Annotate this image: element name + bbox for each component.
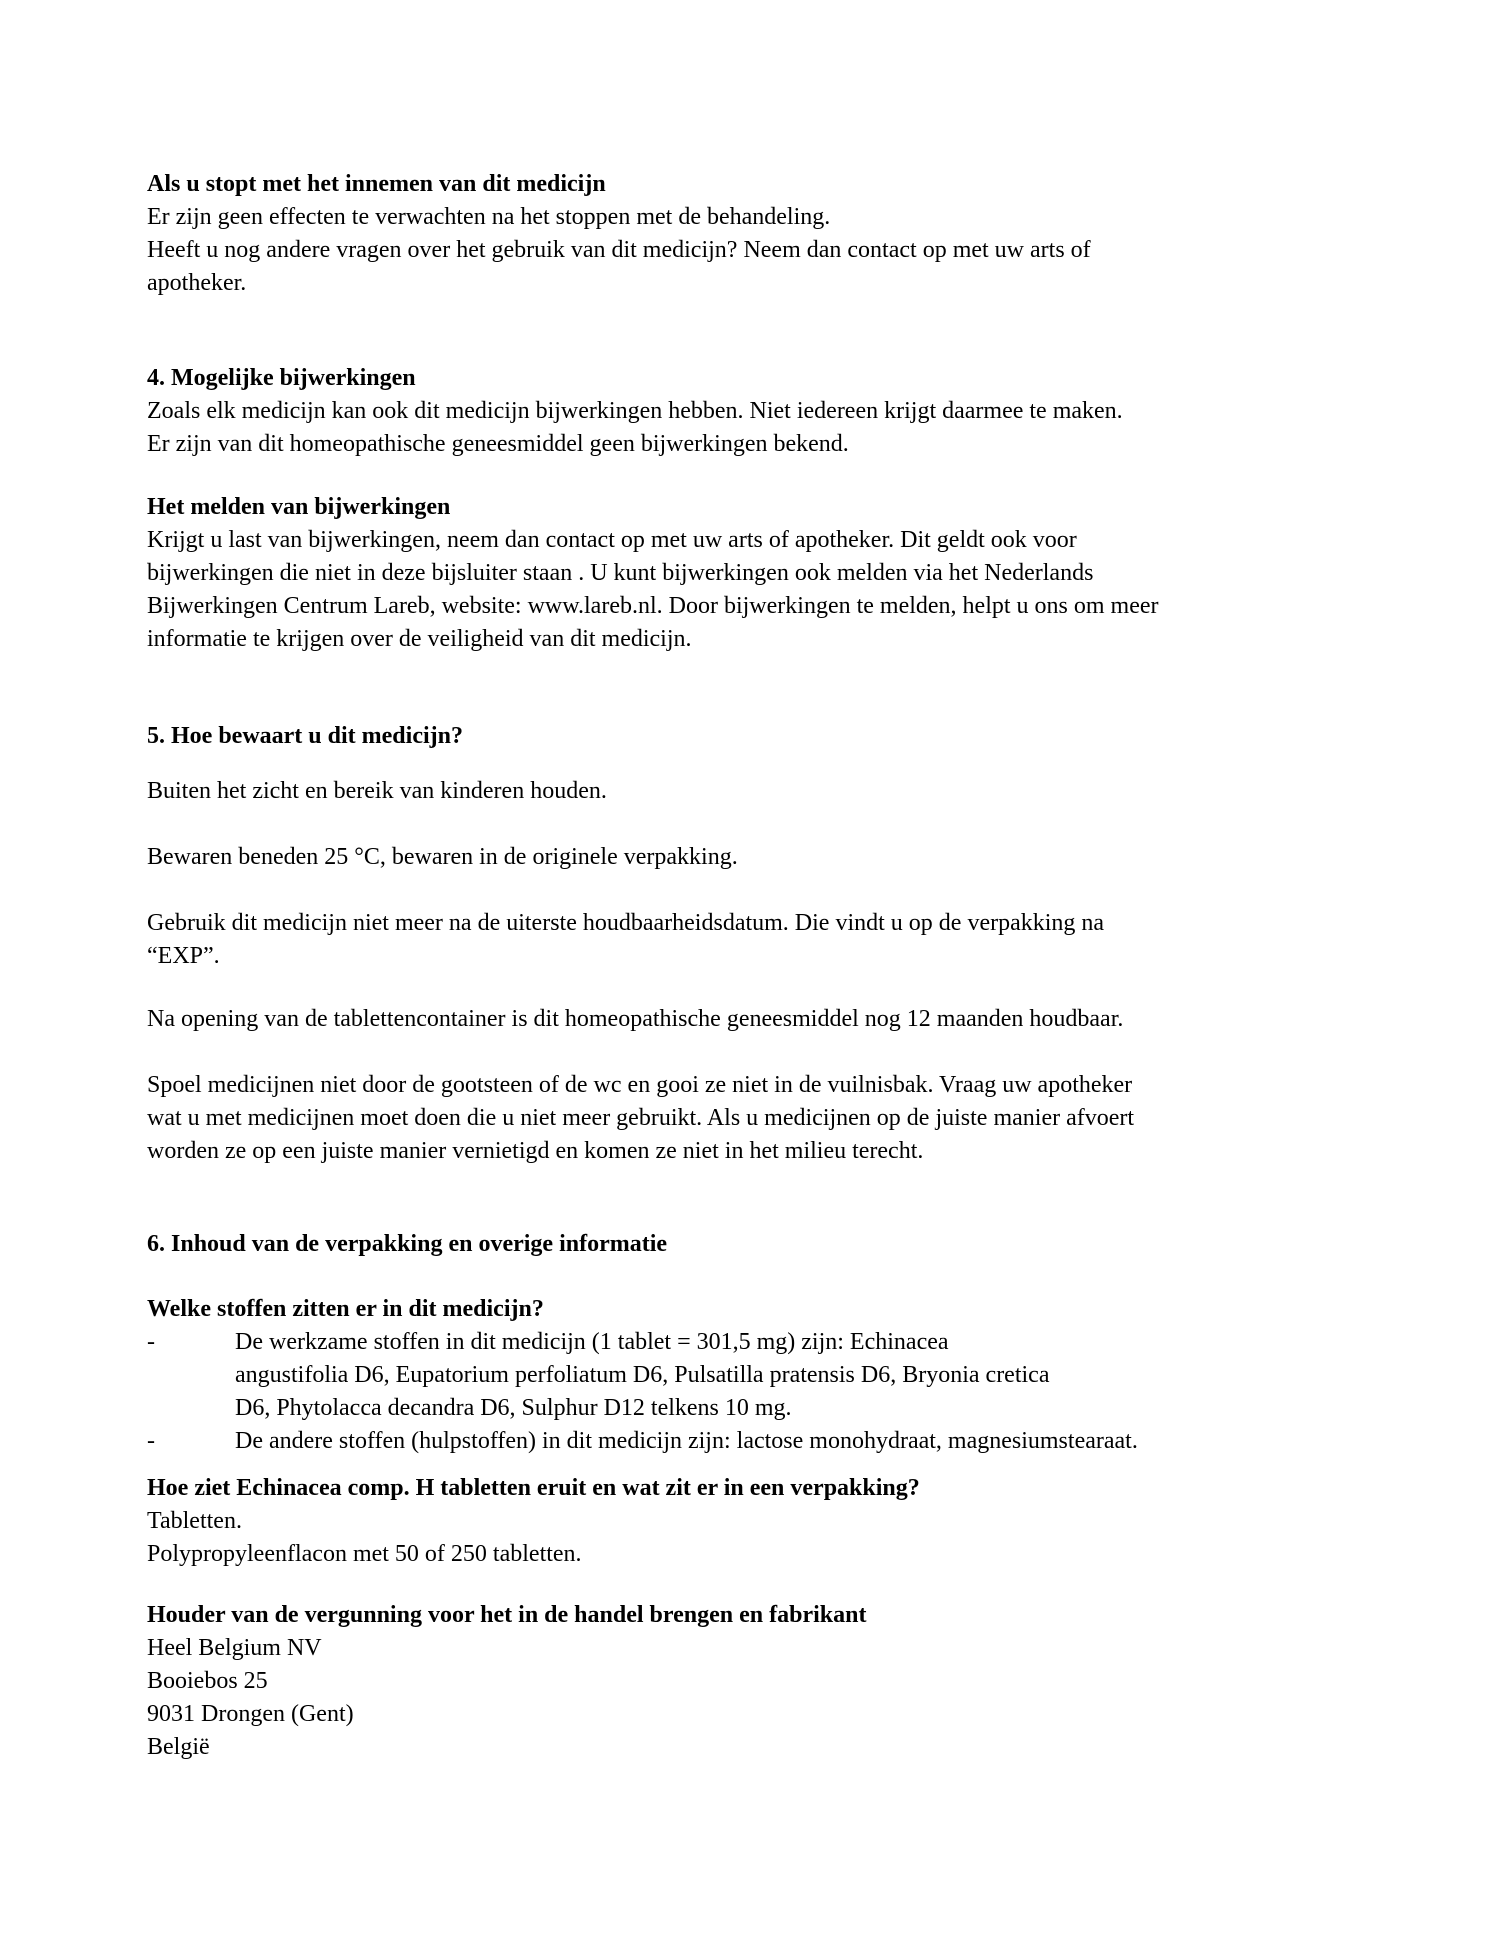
paragraph-line: wat u met medicijnen moet doen die u niet meer gebruikt. Als u medicijnen op de juiste manier afvoert	[147, 1105, 1135, 1131]
license-holder-heading: Houder van de vergunning voor het in de handel brengen en fabrikant	[147, 1602, 867, 1628]
ingredients-heading: Welke stoffen zitten er in dit medicijn?	[147, 1296, 544, 1322]
address-line: België	[147, 1734, 210, 1760]
list-item	[147, 1326, 1434, 1425]
paragraph-line: Er zijn geen effecten te verwachten na het stoppen met de behandeling.	[147, 204, 831, 230]
paragraph-line: “EXP”.	[147, 943, 220, 969]
paragraph-line: Tabletten.	[147, 1508, 242, 1534]
paragraph-line: Bijwerkingen Centrum Lareb, website: www.lareb.nl. Door bijwerkingen te melden, helpt u ons om meer	[147, 593, 1159, 619]
address-line: 9031 Drongen (Gent)	[147, 1701, 354, 1727]
paragraph-line: De werkzame stoffen in dit medicijn (1 tablet = 301,5 mg) zijn: Echinacea	[235, 1329, 949, 1355]
paragraph-line: Heeft u nog andere vragen over het gebruik van dit medicijn? Neem dan contact op met uw arts of	[147, 237, 1091, 263]
paragraph-line: Er zijn van dit homeopathische geneesmiddel geen bijwerkingen bekend.	[147, 431, 849, 457]
paragraph-line: D6, Phytolacca decandra D6, Sulphur D12 telkens 10 mg.	[235, 1395, 792, 1421]
reporting-heading: Het melden van bijwerkingen	[147, 494, 451, 520]
address-line: Booiebos 25	[147, 1668, 268, 1694]
list-item-text	[235, 1326, 1434, 1425]
paragraph-line: Buiten het zicht en bereik van kinderen houden.	[147, 778, 607, 804]
bullet-dash: -	[147, 1329, 155, 1355]
section4-title: 4. Mogelijke bijwerkingen	[147, 365, 416, 391]
stop-section-heading: Als u stopt met het innemen van dit medicijn	[147, 171, 606, 197]
bullet-dash: -	[147, 1428, 155, 1454]
paragraph-line: bijwerkingen die niet in deze bijsluiter staan . U kunt bijwerkingen ook melden via het Nederlands	[147, 560, 1094, 586]
list-item	[147, 1425, 1434, 1458]
section5-title: 5. Hoe bewaart u dit medicijn?	[147, 723, 463, 749]
paragraph-line: worden ze op een juiste manier vernietigd en komen ze niet in het milieu terecht.	[147, 1138, 924, 1164]
appearance-heading: Hoe ziet Echinacea comp. H tabletten eruit en wat zit er in een verpakking?	[147, 1475, 920, 1501]
paragraph-line: Gebruik dit medicijn niet meer na de uiterste houdbaarheidsdatum. Die vindt u op de verpakking na	[147, 910, 1105, 936]
paragraph-line: Krijgt u last van bijwerkingen, neem dan contact op met uw arts of apotheker. Dit geldt ook voor	[147, 527, 1077, 553]
list-item-text	[235, 1425, 1434, 1458]
paragraph-line: Polypropyleenflacon met 50 of 250 tabletten.	[147, 1541, 582, 1567]
paragraph-line: Na opening van de tablettencontainer is dit homeopathische geneesmiddel nog 12 maanden houdbaar.	[147, 1006, 1124, 1032]
paragraph-line: De andere stoffen (hulpstoffen) in dit medicijn zijn: lactose monohydraat, magnesiumstearaat.	[235, 1428, 1138, 1454]
paragraph-line: Bewaren beneden 25 °C, bewaren in de originele verpakking.	[147, 844, 738, 870]
paragraph-line: apotheker.	[147, 270, 247, 296]
paragraph-line: informatie te krijgen over de veiligheid van dit medicijn.	[147, 626, 692, 652]
paragraph-line: angustifolia D6, Eupatorium perfoliatum D6, Pulsatilla pratensis D6, Bryonia cretica	[235, 1362, 1050, 1388]
section6-title: 6. Inhoud van de verpakking en overige informatie	[147, 1231, 668, 1257]
paragraph-line: Zoals elk medicijn kan ook dit medicijn bijwerkingen hebben. Niet iedereen krijgt daarmee te maken.	[147, 398, 1123, 424]
address-line: Heel Belgium NV	[147, 1635, 322, 1661]
paragraph-line: Spoel medicijnen niet door de gootsteen of de wc en gooi ze niet in de vuilnisbak. Vraag uw apotheker	[147, 1072, 1133, 1098]
